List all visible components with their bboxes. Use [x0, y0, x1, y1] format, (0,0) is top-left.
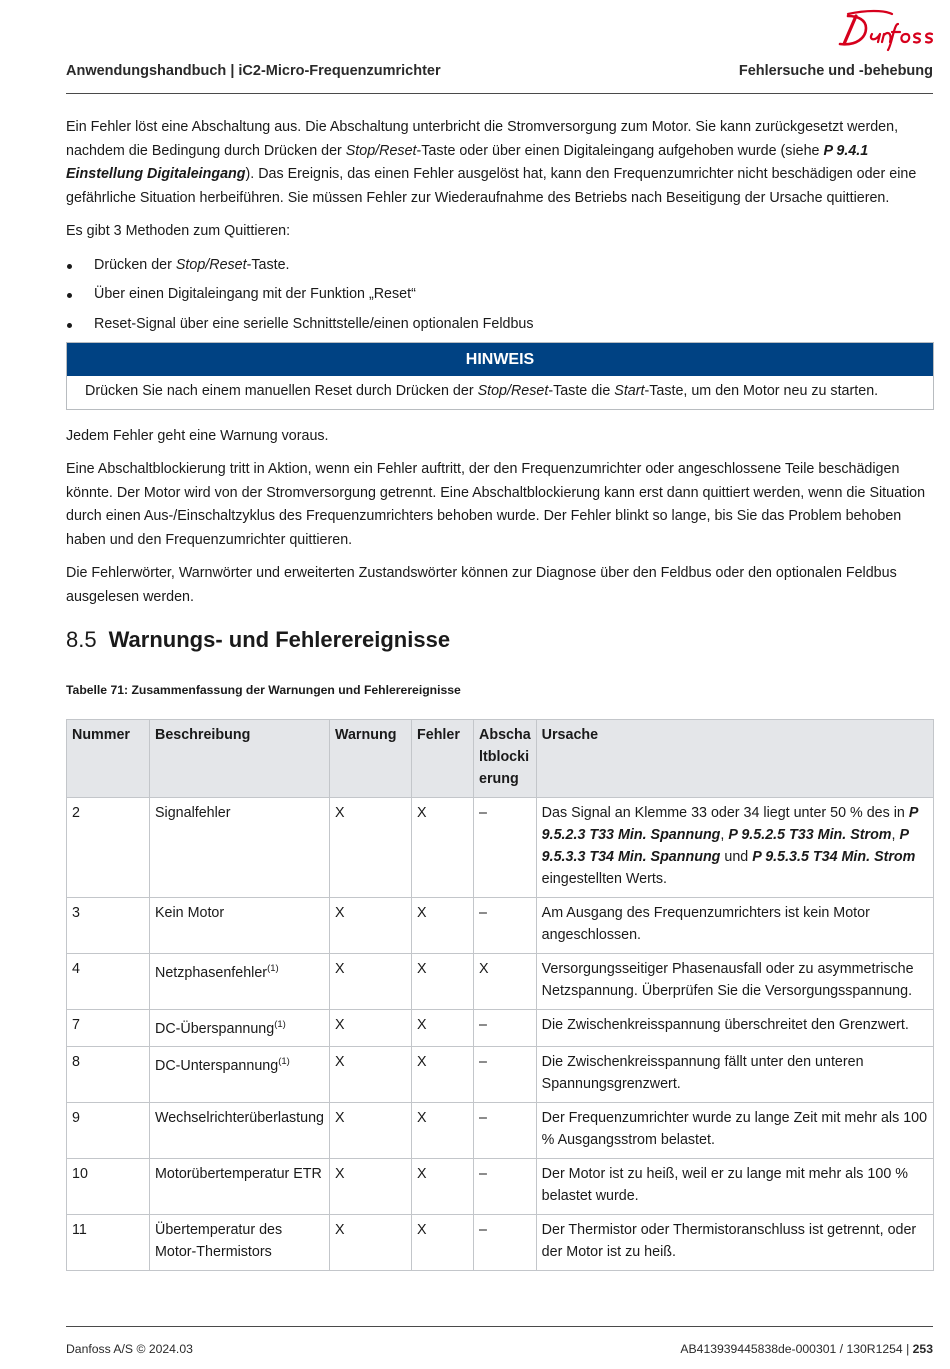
column-header-fault: Fehler [412, 719, 474, 797]
cell-description [150, 797, 330, 897]
column-header-cause: Ursache [536, 719, 933, 797]
text-run: Drücken der [94, 256, 176, 273]
cell-warning: X [330, 953, 412, 1009]
parameter-reference: P 9.5.3.5 T34 Min. Strom [752, 848, 916, 865]
lockout-paragraph: Eine Abschaltblockierung tritt in Aktion, wenn ein Fehler auftritt, der den Frequenzumrichter oder angeschlossene Teile beschädigen könnte. Der Motor wird von der Stromversorgung getrennt. Eine Abschaltblockierung kann erst dann quittiert werden, wenn die Situation durch einen Aus-/Einschaltzyklus des Frequenzumrichters behoben wurde. Der Fehler blinkt so lange, bis Sie das Problem behoben haben und den Frequenzumrichter quittieren. [66, 461, 926, 548]
cell-lockout: X [474, 953, 537, 1009]
cell-number: 2 [67, 797, 150, 897]
cell-number: 3 [67, 897, 150, 953]
table-header-row [67, 719, 934, 797]
cell-description [150, 1215, 330, 1271]
list-item: Reset-Signal über eine serielle Schnittstelle/einen optionalen Feldbus [66, 313, 934, 337]
header-divider [66, 93, 933, 94]
text-run: Ein Fehler löst eine Abschaltung aus. Die Abschaltung unterbricht die Stromversorgung zum Motor. Sie kann zurückgesetzt werden, nachdem die Bedingung durch Drücken der [66, 119, 899, 159]
page-content [66, 116, 934, 1271]
description-text: Übertemperatur des Motor-Thermistors [155, 1222, 283, 1261]
cell-cause [536, 897, 933, 953]
cause-text: Versorgungsseitiger Phasenausfall oder zu asymmetrische Netzspannung. Überprüfen Sie die Versorgungsspannung. [541, 960, 914, 999]
parameter-reference: P 9.4.1 Einstellung Digitaleingang [66, 142, 869, 182]
description-text: DC-Unterspannung [155, 1058, 279, 1075]
table-row [67, 1047, 934, 1103]
cell-number: 10 [67, 1159, 150, 1215]
section-title: Warnungs- und Fehlerereignisse [108, 627, 451, 652]
text-run: -Taste, um den Motor neu zu starten. [644, 383, 879, 399]
diagnosis-paragraph: Die Fehlerwörter, Warnwörter und erweiterten Zustandswörter können zur Diagnose über den Feldbus oder den optionalen Feldbus ausgelesen werden. [66, 565, 897, 605]
methods-intro: Es gibt 3 Methoden zum Quittieren: [66, 223, 291, 239]
cell-cause [536, 1009, 933, 1047]
cell-lockout: – [474, 1009, 537, 1047]
intro-paragraph [66, 116, 934, 210]
section-heading [66, 625, 934, 655]
table-row [67, 1215, 934, 1271]
events-table [66, 719, 934, 1272]
document-id: AB413939445838de-000301 / 130R1254 [680, 1342, 903, 1356]
cell-fault: X [412, 1103, 474, 1159]
description-text: Wechselrichterüberlastung [155, 1110, 325, 1127]
footnote-marker: (1) [267, 962, 279, 974]
key-name: Start [614, 383, 645, 399]
cell-description [150, 1159, 330, 1215]
cell-number: 9 [67, 1103, 150, 1159]
list-item: Über einen Digitaleingang mit der Funktion „Reset“ [66, 283, 934, 307]
cell-description [150, 897, 330, 953]
cause-text: Die Zwischenkreisspannung fällt unter den unteren Spannungsgrenzwert. [541, 1054, 864, 1093]
notice-box [66, 342, 934, 410]
cause-text: , [720, 826, 729, 843]
table-body [67, 797, 934, 1271]
cell-warning: X [330, 1009, 412, 1047]
table-caption: Tabelle 71: Zusammenfassung der Warnungen und Fehlerereignisse [66, 683, 461, 697]
cell-warning: X [330, 897, 412, 953]
cell-fault: X [412, 1159, 474, 1215]
section-number: 8.5 [66, 627, 97, 652]
cause-text: Am Ausgang des Frequenzumrichters ist kein Motor angeschlossen. [541, 904, 870, 943]
column-header-lockout: Abscha ltblocki erung [474, 719, 537, 797]
page-number: 253 [912, 1342, 933, 1356]
reset-methods-list [66, 254, 934, 337]
cause-text: Das Signal an Klemme 33 oder 34 liegt unter 50 % des in [541, 804, 909, 821]
cell-description [150, 1047, 330, 1103]
cause-text: eingestellten Werts. [541, 870, 667, 887]
column-header-warning: Warnung [330, 719, 412, 797]
text-run: Drücken Sie nach einem manuellen Reset durch Drücken der [85, 383, 478, 399]
list-item [66, 254, 934, 278]
cell-lockout: – [474, 1047, 537, 1103]
cell-cause [536, 1047, 933, 1103]
cell-lockout: – [474, 1103, 537, 1159]
cell-number: 4 [67, 953, 150, 1009]
key-name: Stop/Reset [477, 383, 549, 399]
cell-number: 11 [67, 1215, 150, 1271]
cell-warning: X [330, 1159, 412, 1215]
notice-text [67, 376, 933, 409]
cell-description [150, 953, 330, 1009]
table-row [67, 797, 934, 897]
description-text: DC-Überspannung [155, 1020, 275, 1037]
warning-paragraph: Jedem Fehler geht eine Warnung voraus. [66, 427, 329, 444]
cell-warning: X [330, 1047, 412, 1103]
description-text: Kein Motor [155, 904, 225, 921]
key-name: Stop/Reset [345, 142, 417, 159]
text-run: -Taste. [246, 256, 290, 273]
cell-cause [536, 1215, 933, 1271]
footer-divider [66, 1326, 933, 1327]
text-run: -Taste die [548, 383, 615, 399]
column-header-description: Beschreibung [150, 719, 330, 797]
cell-description [150, 1103, 330, 1159]
table-row [67, 953, 934, 1009]
table-row [67, 897, 934, 953]
header-manual-title: Anwendungshandbuch | iC2-Micro-Frequenzumrichter [66, 63, 441, 79]
cause-text: Die Zwischenkreisspannung überschreitet den Grenzwert. [541, 1016, 909, 1033]
cause-text: , [891, 826, 900, 843]
footnote-marker: (1) [278, 1056, 290, 1068]
cause-text: und [720, 848, 753, 865]
cell-lockout: – [474, 1159, 537, 1215]
cell-lockout: – [474, 1215, 537, 1271]
cell-warning: X [330, 797, 412, 897]
footer-doc-info [680, 1342, 933, 1356]
text-run: -Taste oder über einen Digitaleingang aufgehoben wurde (siehe [416, 142, 824, 159]
parameter-reference: P 9.5.2.3 T33 Min. Spannung [541, 804, 918, 843]
table-row [67, 1009, 934, 1047]
table-row [67, 1159, 934, 1215]
footer-separator: | [902, 1342, 913, 1356]
cell-cause [536, 1159, 933, 1215]
cell-fault: X [412, 1009, 474, 1047]
cause-text: Der Thermistor oder Thermistoranschluss ist getrennt, oder der Motor ist zu heiß. [541, 1222, 917, 1261]
table-row [67, 1103, 934, 1159]
key-name: Stop/Reset [175, 256, 247, 273]
cell-fault: X [412, 897, 474, 953]
footnote-marker: (1) [274, 1018, 286, 1030]
cause-text: Der Frequenzumrichter wurde zu lange Zeit mit mehr als 100 % Ausgangsstrom belastet. [541, 1110, 928, 1149]
danfoss-logo [826, 4, 936, 52]
parameter-reference: P 9.5.3.3 T34 Min. Spannung [541, 826, 909, 865]
cell-cause [536, 1103, 933, 1159]
cell-cause [536, 953, 933, 1009]
cell-warning: X [330, 1215, 412, 1271]
cell-warning: X [330, 1103, 412, 1159]
cell-fault: X [412, 1047, 474, 1103]
footer-copyright: Danfoss A/S © 2024.03 [66, 1342, 193, 1356]
cell-cause [536, 797, 933, 897]
cell-lockout: – [474, 797, 537, 897]
cell-number: 8 [67, 1047, 150, 1103]
cell-fault: X [412, 953, 474, 1009]
cause-text: Der Motor ist zu heiß, weil er zu lange mit mehr als 100 % belastet wurde. [541, 1166, 908, 1205]
cell-fault: X [412, 1215, 474, 1271]
column-header-number: Nummer [67, 719, 150, 797]
cell-lockout: – [474, 897, 537, 953]
cell-number: 7 [67, 1009, 150, 1047]
description-text: Signalfehler [155, 804, 231, 821]
parameter-reference: P 9.5.2.5 T33 Min. Strom [728, 826, 892, 843]
description-text: Motorübertemperatur ETR [155, 1166, 322, 1183]
text-run: ). Das Ereignis, das einen Fehler ausgelöst hat, kann den Frequenzumrichter nicht beschädigen oder eine gefährliche Situation herbeiführen. Sie müssen Fehler zur Wiederaufnahme des Betriebs nach Beseitigung der Ursache quittieren. [66, 166, 917, 206]
cell-description [150, 1009, 330, 1047]
header-chapter-title: Fehlersuche und -behebung [738, 63, 933, 79]
cell-fault: X [412, 797, 474, 897]
description-text: Netzphasenfehler [155, 964, 268, 981]
notice-title: HINWEIS [67, 343, 933, 376]
